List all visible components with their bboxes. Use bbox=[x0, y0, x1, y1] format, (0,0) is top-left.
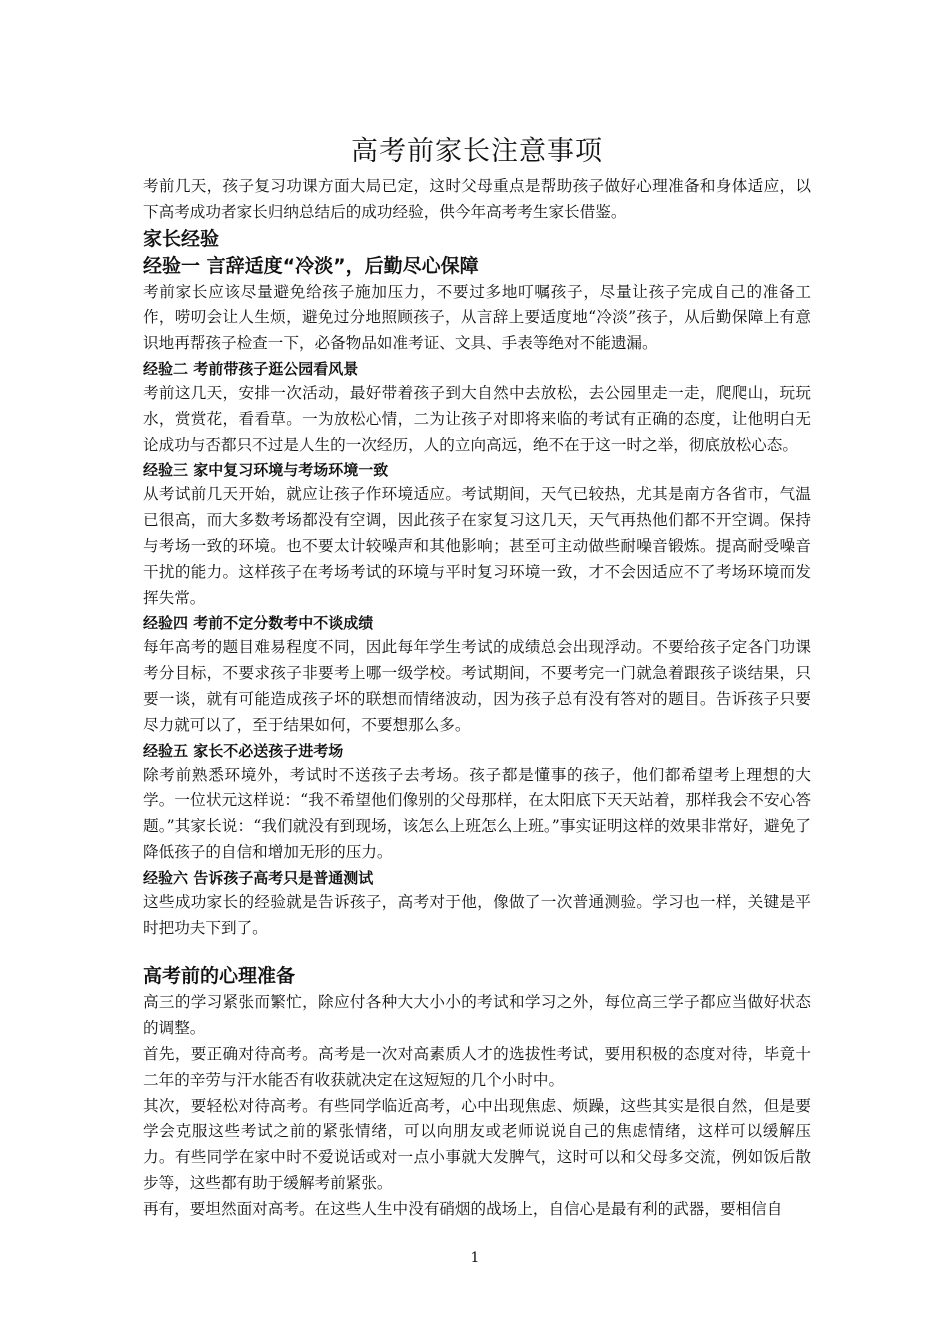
experience-2-heading: 经验二 考前带孩子逛公园看风景 bbox=[143, 359, 359, 378]
experience-3-body: 从考试前几天开始，就应让孩子作环境适应。考试期间，天气已较热，尤其是南方各省市，气温已很高，而大多数考场都没有空调，因此孩子在家复习这几天，天气再热他们都不开空调。保持与考场一致的环境。也不要太计较噪声和其他影响；甚至可主动做些耐噪音锻炼。提高耐受噪音干扰的能力。这样孩子在考场考试的环境与平时复习环境一致，才不会因适应不了考场环境而发挥失常。 bbox=[143, 485, 811, 607]
psych-paragraph-2: 首先，要正确对待高考。高考是一次对高素质人才的选拔性考试，要用积极的态度对待，毕竟十二年的辛劳与汗水能否有收获就决定在这短短的几个小时中。 bbox=[143, 1044, 811, 1089]
page-title: 高考前家长注意事项 bbox=[351, 136, 603, 167]
section-spacer bbox=[143, 941, 811, 963]
experience-3-heading: 经验三 家中复习环境与考场环境一致 bbox=[143, 461, 389, 480]
section-heading-psychological-prep: 高考前的心理准备 bbox=[143, 965, 296, 988]
experience-2-body: 考前这几天，安排一次活动，最好带着孩子到大自然中去放松，去公园里走一走，爬爬山，玩玩水，赏赏花，看看草。一为放松心情，二为让孩子对即将来临的考试有正确的态度，让他明白无论成功与否都只不过是人生的一次经历，人的立向高远，绝不在于这一时之举，彻底放松心态。 bbox=[143, 383, 811, 454]
experience-1-body: 考前家长应该尽量避免给孩子施加压力，不要过多地叮嘱孩子，尽量让孩子完成自己的准备工作，唠叨会让人生烦，避免过分地照顾孩子，从言辞上要适度地“冷淡”孩子，从后勤保障上有意识地再帮孩子检查一下，必备物品如准考证、文具、手表等绝对不能遗漏。 bbox=[143, 282, 811, 353]
intro-paragraph: 考前几天，孩子复习功课方面大局已定，这时父母重点是帮助孩子做好心理准备和身体适应，以下高考成功者家长归纳总结后的成功经验，供今年高考考生家长借鉴。 bbox=[143, 177, 811, 221]
psych-paragraph-1: 高三的学习紧张而繁忙，除应付各种大大小小的考试和学习之外，每位高三学子都应当做好状态的调整。 bbox=[143, 993, 811, 1038]
psych-paragraph-4: 再有，要坦然面对高考。在这些人生中没有硝烟的战场上，自信心是最有利的武器，要相信自 bbox=[143, 1199, 783, 1218]
experience-5-body: 除考前熟悉环境外，考试时不送孩子去考场。孩子都是懂事的孩子，他们都希望考上理想的大学。一位状元这样说：“我不希望他们像别的父母那样，在太阳底下天天站着，那样我会不安心答题。”其家长说：“我们就没有到现场，该怎么上班怎么上班。”事实证明这样的效果非常好，避免了降低孩子的自信和增加无形的压力。 bbox=[143, 765, 811, 861]
experience-6-body: 这些成功家长的经验就是告诉孩子，高考对于他，像做了一次普通测验。学习也一样，关键是平时把功夫下到了。 bbox=[143, 892, 811, 937]
experience-4-heading: 经验四 考前不定分数考中不谈成绩 bbox=[143, 614, 374, 633]
psych-paragraph-3: 其次，要轻松对待高考。有些同学临近高考，心中出现焦虑、烦躁，这些其实是很自然，但是要学会克服这些考试之前的紧张情绪，可以向朋友或老师说说自己的焦虑情绪，这样可以缓解压力。有些同学在家中时不爱说话或对一点小事就大发脾气，这时可以和父母多交流，例如饭后散步等，这些都有助于缓解考前紧张。 bbox=[143, 1096, 811, 1192]
experience-5-heading: 经验五 家长不必送孩子进考场 bbox=[143, 741, 344, 760]
page-number: 1 bbox=[470, 1250, 480, 1266]
experience-4-body: 每年高考的题目难易程度不同，因此每年学生考试的成绩总会出现浮动。不要给孩子定各门功课考分目标，不要求孩子非要考上哪一级学校。考试期间，不要考完一门就急着跟孩子谈结果，只要一谈，就有可能造成孩子坏的联想而情绪波动，因为孩子总有没有答对的题目。告诉孩子只要尽力就可以了，至于结果如何，不要想那么多。 bbox=[143, 638, 811, 734]
experience-6-heading: 经验六 告诉孩子高考只是普通测试 bbox=[143, 868, 374, 887]
experience-1-heading: 经验一 言辞适度“冷淡”，后勤尽心保障 bbox=[143, 254, 479, 277]
document-body bbox=[143, 132, 811, 1223]
section-heading-parent-experience: 家长经验 bbox=[143, 227, 220, 250]
